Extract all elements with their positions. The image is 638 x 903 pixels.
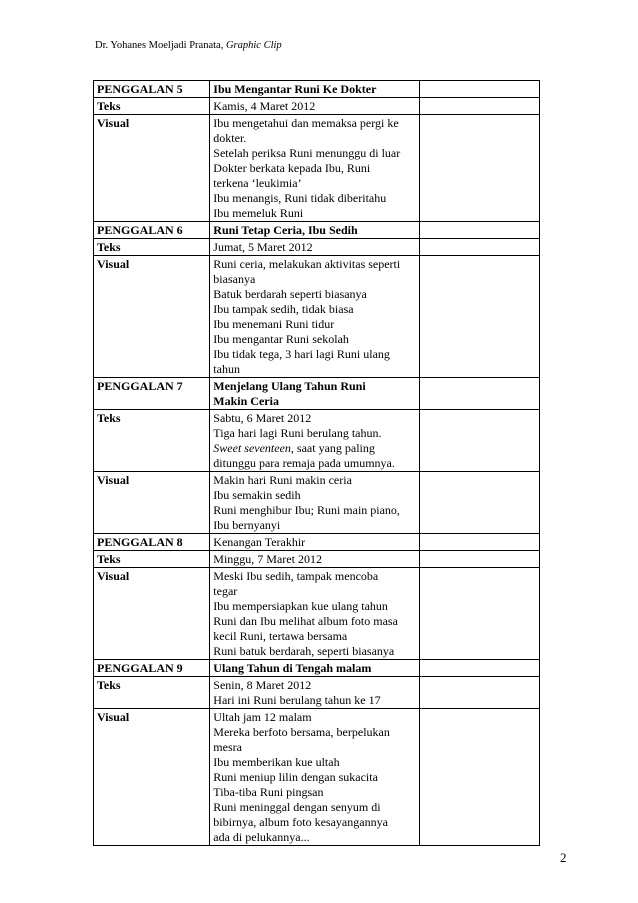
content-line: Ibu memeluk Runi bbox=[213, 206, 304, 220]
row-label: PENGGALAN 9 bbox=[94, 660, 210, 677]
content-line: Kamis, 4 Maret 2012 bbox=[213, 99, 316, 113]
row-content bbox=[210, 81, 420, 98]
content-line: Runi meniup lilin dengan sukacita bbox=[213, 770, 378, 784]
content-line bbox=[213, 441, 416, 456]
row-label: Visual bbox=[94, 709, 210, 846]
content-line: Ultah jam 12 malam bbox=[213, 710, 312, 724]
row-label: Teks bbox=[94, 239, 210, 256]
row-label: PENGGALAN 6 bbox=[94, 222, 210, 239]
row-label: Teks bbox=[94, 677, 210, 709]
table-row bbox=[94, 410, 540, 472]
row-label: PENGGALAN 8 bbox=[94, 534, 210, 551]
content-line: Ibu semakin sedih bbox=[213, 488, 301, 502]
empty-cell bbox=[420, 709, 540, 846]
content-line: Runi dan Ibu melihat album foto masa bbox=[213, 614, 398, 628]
italic-phrase: Sweet seventeen bbox=[213, 441, 291, 455]
empty-cell bbox=[420, 222, 540, 239]
row-content bbox=[210, 239, 420, 256]
content-line: Setelah periksa Runi menunggu di luar bbox=[213, 146, 401, 160]
row-content bbox=[210, 256, 420, 378]
content-line: Ibu mengetahui dan memaksa pergi ke bbox=[213, 116, 399, 130]
row-content bbox=[210, 709, 420, 846]
row-label: Visual bbox=[94, 472, 210, 534]
empty-cell bbox=[420, 378, 540, 410]
content-line: Minggu, 7 Maret 2012 bbox=[213, 552, 322, 566]
table-row bbox=[94, 256, 540, 378]
row-content bbox=[210, 115, 420, 222]
content-line: Ibu mengantar Runi sekolah bbox=[213, 332, 349, 346]
content-line: Menjelang Ulang Tahun Runi bbox=[213, 379, 366, 393]
row-label: Teks bbox=[94, 410, 210, 472]
table-row bbox=[94, 98, 540, 115]
table-row bbox=[94, 378, 540, 410]
row-label: PENGGALAN 5 bbox=[94, 81, 210, 98]
content-line: tegar bbox=[213, 584, 238, 598]
content-line: dokter. bbox=[213, 131, 247, 145]
content-line: mesra bbox=[213, 740, 242, 754]
table-row bbox=[94, 551, 540, 568]
script-table bbox=[93, 80, 540, 846]
content-line: Ibu tampak sedih, tidak biasa bbox=[213, 302, 354, 316]
content-line: Batuk berdarah seperti biasanya bbox=[213, 287, 367, 301]
table-row bbox=[94, 472, 540, 534]
content-line: Ibu mempersiapkan kue ulang tahun bbox=[213, 599, 388, 613]
content-line: Ibu menemani Runi tidur bbox=[213, 317, 335, 331]
content-line: ada di pelukannya... bbox=[213, 830, 310, 844]
content-line: Dokter berkata kepada Ibu, Runi bbox=[213, 161, 371, 175]
content-line: Makin hari Runi makin ceria bbox=[213, 473, 352, 487]
page-header bbox=[95, 40, 282, 51]
row-content bbox=[210, 534, 420, 551]
content-line: terkena ‘leukimia’ bbox=[213, 176, 302, 190]
content-line: Runi menghibur Ibu; Runi main piano, bbox=[213, 503, 400, 517]
header-title: Graphic Clip bbox=[225, 40, 282, 51]
row-label: Visual bbox=[94, 568, 210, 660]
empty-cell bbox=[420, 98, 540, 115]
row-label: Teks bbox=[94, 98, 210, 115]
content-line: bibirnya, album foto kesayangannya bbox=[213, 815, 388, 829]
content-line: Senin, 8 Maret 2012 bbox=[213, 678, 312, 692]
content-line: Ibu bernyanyi bbox=[213, 518, 281, 532]
content-line: Ibu Mengantar Runi Ke Dokter bbox=[213, 82, 377, 96]
content-line: Runi meninggal dengan senyum di bbox=[213, 800, 381, 814]
table-row bbox=[94, 709, 540, 846]
empty-cell bbox=[420, 660, 540, 677]
table-row bbox=[94, 677, 540, 709]
content-line: kecil Runi, tertawa bersama bbox=[213, 629, 348, 643]
table-row bbox=[94, 534, 540, 551]
table-row bbox=[94, 115, 540, 222]
row-content bbox=[210, 378, 420, 410]
table-row bbox=[94, 222, 540, 239]
row-content bbox=[210, 677, 420, 709]
content-line: Makin Ceria bbox=[213, 394, 279, 408]
content-line: Mereka berfoto bersama, berpelukan bbox=[213, 725, 390, 739]
empty-cell bbox=[420, 256, 540, 378]
row-content bbox=[210, 98, 420, 115]
content-line: biasanya bbox=[213, 272, 256, 286]
content-line: Runi batuk berdarah, seperti biasanya bbox=[213, 644, 395, 658]
empty-cell bbox=[420, 115, 540, 222]
empty-cell bbox=[420, 677, 540, 709]
row-content bbox=[210, 222, 420, 239]
content-line: Kenangan Terakhir bbox=[213, 535, 306, 549]
content-line: Ulang Tahun di Tengah malam bbox=[213, 661, 372, 675]
content-line: Runi Tetap Ceria, Ibu Sedih bbox=[213, 223, 358, 237]
table-row bbox=[94, 568, 540, 660]
content-line: Ibu memberikan kue ultah bbox=[213, 755, 340, 769]
empty-cell bbox=[420, 568, 540, 660]
content-line: tahun bbox=[213, 362, 240, 376]
line-rest: , saat yang paling bbox=[290, 441, 375, 455]
empty-cell bbox=[420, 410, 540, 472]
row-label: Teks bbox=[94, 551, 210, 568]
table-row bbox=[94, 660, 540, 677]
empty-cell bbox=[420, 472, 540, 534]
table-row bbox=[94, 239, 540, 256]
content-line: Meski Ibu sedih, tampak mencoba bbox=[213, 569, 379, 583]
page-number: 2 bbox=[560, 850, 567, 865]
row-content bbox=[210, 472, 420, 534]
content-line: Ibu tidak tega, 3 hari lagi Runi ulang bbox=[213, 347, 390, 361]
row-label: PENGGALAN 7 bbox=[94, 378, 210, 410]
table-row bbox=[94, 81, 540, 98]
row-label: Visual bbox=[94, 115, 210, 222]
row-content bbox=[210, 551, 420, 568]
empty-cell bbox=[420, 81, 540, 98]
content-line: Sabtu, 6 Maret 2012 bbox=[213, 411, 312, 425]
content-line: ditunggu para remaja pada umumnya. bbox=[213, 456, 395, 470]
empty-cell bbox=[420, 239, 540, 256]
content-line: Ibu menangis, Runi tidak diberitahu bbox=[213, 191, 387, 205]
empty-cell bbox=[420, 534, 540, 551]
header-author: Dr. Yohanes Moeljadi Pranata, bbox=[95, 40, 224, 51]
row-content bbox=[210, 568, 420, 660]
content-line: Hari ini Runi berulang tahun ke 17 bbox=[213, 693, 381, 707]
content-line: Jumat, 5 Maret 2012 bbox=[213, 240, 313, 254]
row-content bbox=[210, 660, 420, 677]
content-line: Tiga hari lagi Runi berulang tahun. bbox=[213, 426, 382, 440]
empty-cell bbox=[420, 551, 540, 568]
row-content bbox=[210, 410, 420, 472]
content-line: Tiba-tiba Runi pingsan bbox=[213, 785, 324, 799]
row-label: Visual bbox=[94, 256, 210, 378]
content-line: Runi ceria, melakukan aktivitas seperti bbox=[213, 257, 401, 271]
